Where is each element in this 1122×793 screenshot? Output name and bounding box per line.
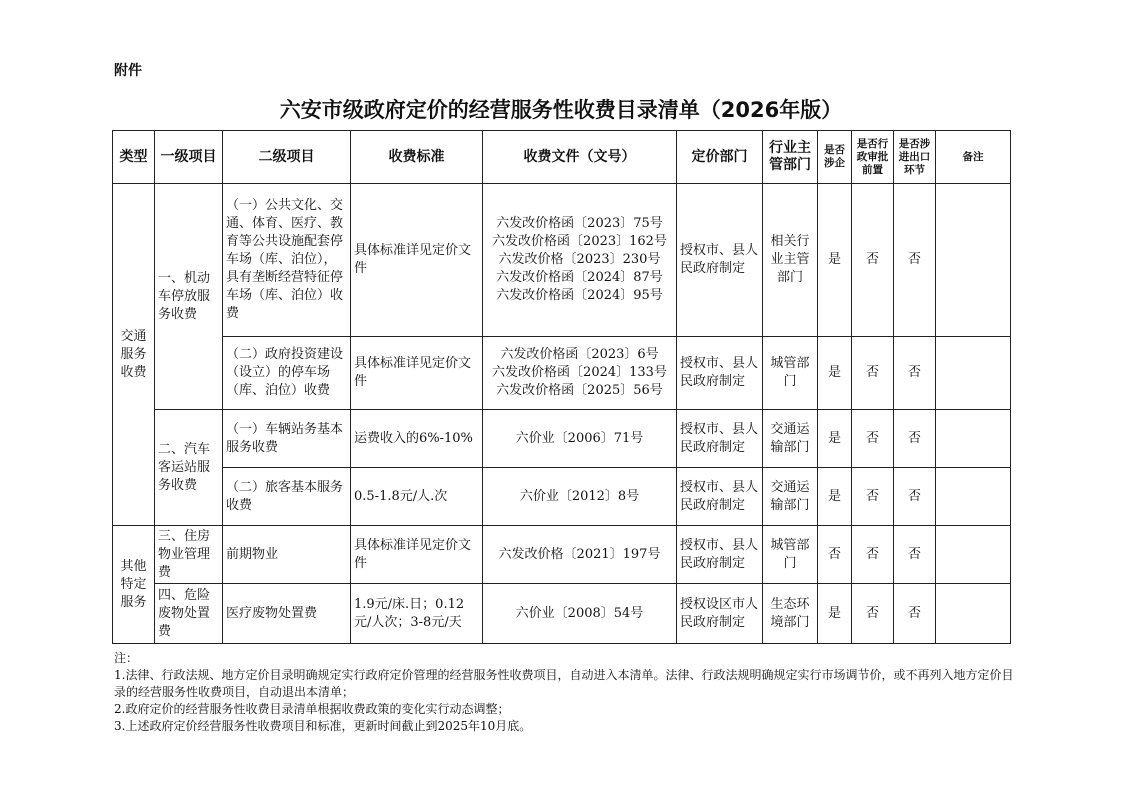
secondary-item-cell: （一）公共文化、交通、体育、医疗、教育等公共设施配套停车场（库、泊位），具有垄断经营特征停车场（库、泊位）收费 (223, 184, 351, 337)
table-row (113, 526, 1011, 584)
table-row (113, 184, 1011, 337)
documents-cell (483, 468, 677, 526)
page-title: 六安市级政府定价的经营服务性收费目录清单（2026年版） (279, 98, 843, 122)
document-number: 六发改价格函〔2023〕75号 (496, 216, 663, 231)
document-number: 六发改价格函〔2024〕87号 (496, 270, 663, 285)
dept-cell: 授权市、县人民政府制定 (677, 410, 763, 468)
documents-cell (483, 184, 677, 337)
approval-cell: 否 (852, 468, 894, 526)
documents-cell (483, 526, 677, 584)
remark-cell (936, 184, 1011, 337)
table-row (113, 410, 1011, 468)
approval-cell: 否 (852, 410, 894, 468)
authority-cell: 交通运输部门 (763, 468, 818, 526)
col-header-enterprise: 是否涉企 (818, 131, 852, 184)
standard-cell: 1.9元/床.日；0.12元/人次；3-8元/天 (351, 584, 483, 644)
primary-item-cell: 四、危险废物处置费 (155, 584, 223, 644)
authority-cell: 相关行业主管部门 (763, 184, 818, 337)
notes-section (114, 650, 1014, 735)
col-header-secondary: 二级项目 (223, 131, 351, 184)
table-row (113, 584, 1011, 644)
col-header-type: 类型 (113, 131, 155, 184)
table-header-row (113, 131, 1011, 184)
dept-cell: 授权市、县人民政府制定 (677, 526, 763, 584)
documents-cell (483, 584, 677, 644)
enterprise-cell: 是 (818, 410, 852, 468)
approval-cell: 否 (852, 526, 894, 584)
note-item: 1.法律、行政法规、地方定价目录明确规定实行政府定价管理的经营服务性收费项目，自动进入本清单。法律、行政法规明确规定实行市场调节价，或不再列入地方定价目录的经营服务性收费项目，自动退出本清单； (114, 668, 1014, 699)
enterprise-cell: 否 (818, 526, 852, 584)
authority-cell: 城管部门 (763, 526, 818, 584)
attachment-label: 附件 (114, 63, 142, 79)
primary-item-cell: 三、住房物业管理费 (155, 526, 223, 584)
approval-cell: 否 (852, 584, 894, 644)
dept-cell: 授权市、县人民政府制定 (677, 337, 763, 410)
col-header-documents: 收费文件（文号） (483, 131, 677, 184)
table-row (113, 468, 1011, 526)
enterprise-cell: 是 (818, 584, 852, 644)
secondary-item-cell: 医疗废物处置费 (223, 584, 351, 644)
document-number: 六价业〔2006〕71号 (515, 430, 644, 446)
document-number: 六价业〔2012〕8号 (519, 488, 640, 504)
import-export-cell: 否 (894, 184, 936, 337)
enterprise-cell: 是 (818, 468, 852, 526)
approval-cell: 否 (852, 184, 894, 337)
document-number: 六发改价格函〔2023〕162号 (492, 234, 667, 249)
type-cell: 交通服务收费 (113, 184, 155, 526)
document-number: 六发改价格函〔2024〕133号 (492, 365, 667, 380)
dept-cell: 授权市、县人民政府制定 (677, 468, 763, 526)
standard-cell: 0.5-1.8元/人.次 (351, 468, 483, 526)
table-row (113, 337, 1011, 410)
secondary-item-cell: （二）旅客基本服务收费 (223, 468, 351, 526)
fee-catalog-table (112, 130, 1011, 644)
authority-cell: 城管部门 (763, 337, 818, 410)
standard-cell: 具体标准详见定价文件 (351, 184, 483, 337)
col-header-primary: 一级项目 (155, 131, 223, 184)
standard-cell: 具体标准详见定价文件 (351, 337, 483, 410)
col-header-dept: 定价部门 (677, 131, 763, 184)
remark-cell (936, 337, 1011, 410)
import-export-cell: 否 (894, 584, 936, 644)
secondary-item-cell: （一）车辆站务基本服务收费 (223, 410, 351, 468)
dept-cell: 授权市、县人民政府制定 (677, 184, 763, 337)
secondary-item-cell: （二）政府投资建设（设立）的停车场（库、泊位）收费 (223, 337, 351, 410)
import-export-cell: 否 (894, 337, 936, 410)
approval-cell: 否 (852, 337, 894, 410)
dept-cell: 授权设区市人民政府制定 (677, 584, 763, 644)
documents-cell (483, 410, 677, 468)
secondary-item-cell: 前期物业 (223, 526, 351, 584)
col-header-approval: 是否行政审批前置 (852, 131, 894, 184)
document-number: 六价业〔2008〕54号 (515, 605, 644, 621)
import-export-cell: 否 (894, 468, 936, 526)
document-number: 六发改价格〔2023〕230号 (498, 252, 661, 267)
primary-item-cell: 二、汽车客运站服务收费 (155, 410, 223, 526)
documents-cell (483, 337, 677, 410)
document-number: 六发改价格函〔2024〕95号 (496, 288, 663, 303)
remark-cell (936, 410, 1011, 468)
primary-item-cell: 一、机动车停放服务收费 (155, 184, 223, 410)
notes-heading: 注： (114, 651, 139, 665)
enterprise-cell: 是 (818, 184, 852, 337)
import-export-cell: 否 (894, 526, 936, 584)
remark-cell (936, 526, 1011, 584)
note-item: 3.上述政府定价经营服务性收费项目和标准，更新时间截止到2025年10月底。 (114, 719, 532, 733)
col-header-authority: 行业主管部门 (763, 131, 818, 184)
type-cell: 其他特定服务 (113, 526, 155, 644)
standard-cell: 运费收入的6%-10% (351, 410, 483, 468)
enterprise-cell: 是 (818, 337, 852, 410)
document-number: 六发改价格函〔2023〕6号 (500, 347, 659, 362)
authority-cell: 生态环境部门 (763, 584, 818, 644)
note-item: 2.政府定价的经营服务性收费目录清单根据收费政策的变化实行动态调整； (114, 702, 510, 716)
remark-cell (936, 468, 1011, 526)
standard-cell: 具体标准详见定价文件 (351, 526, 483, 584)
document-number: 六发改价格函〔2025〕56号 (496, 383, 663, 398)
col-header-remark: 备注 (936, 131, 1011, 184)
document-number: 六发改价格〔2021〕197号 (498, 546, 661, 562)
authority-cell: 交通运输部门 (763, 410, 818, 468)
remark-cell (936, 584, 1011, 644)
import-export-cell: 否 (894, 410, 936, 468)
col-header-standard: 收费标准 (351, 131, 483, 184)
col-header-import-export: 是否涉进出口环节 (894, 131, 936, 184)
